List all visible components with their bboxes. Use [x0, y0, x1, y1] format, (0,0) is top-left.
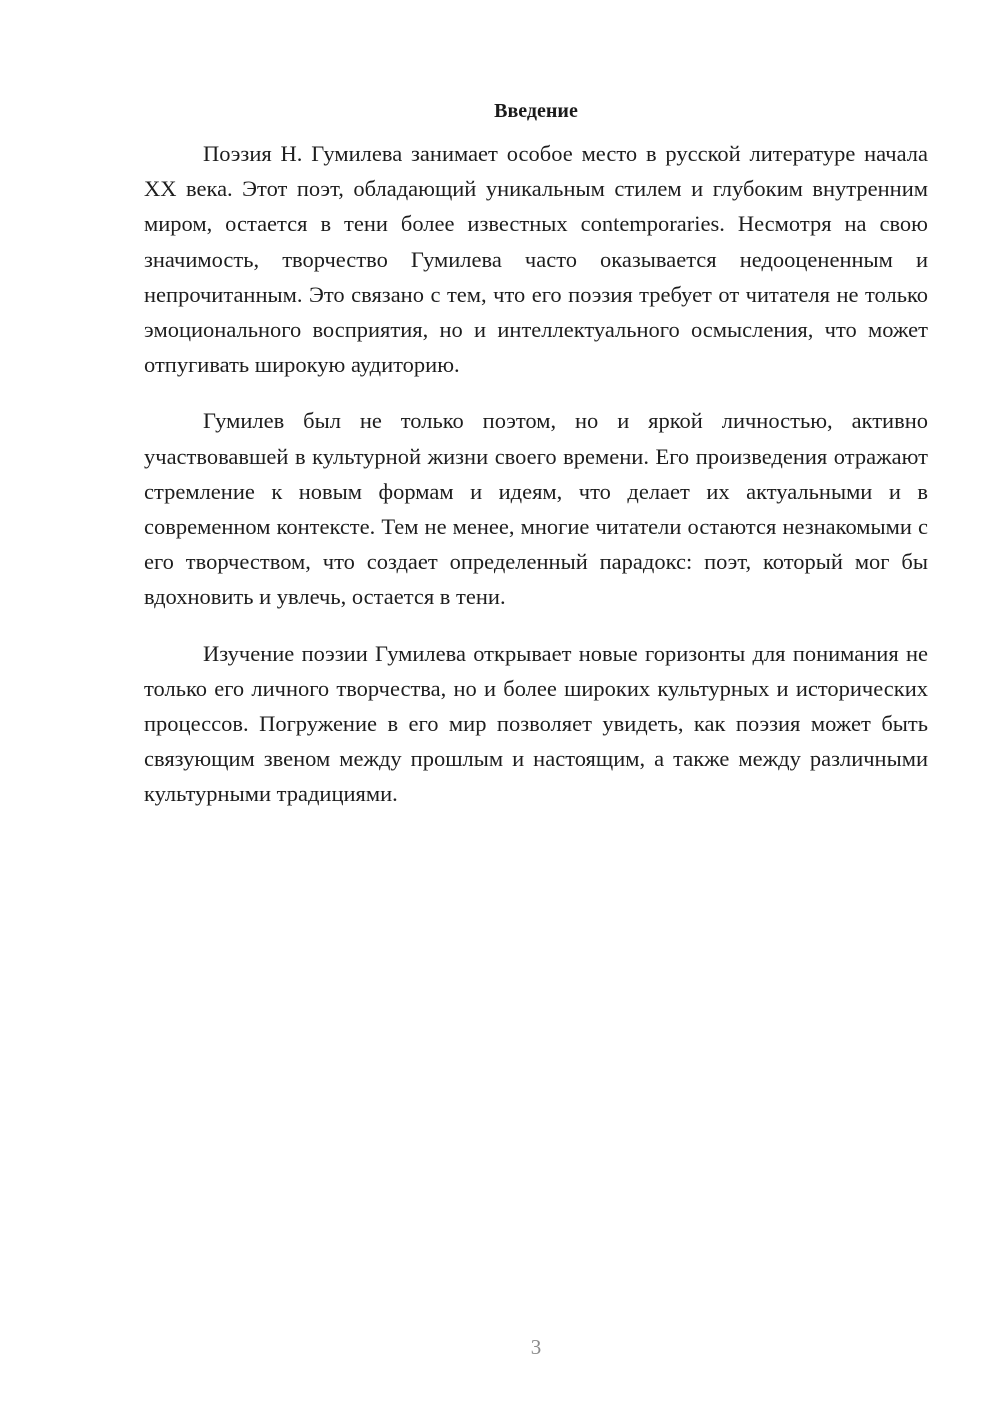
paragraph-1: Поэзия Н. Гумилева занимает особое место в русской литературе начала XX века. Этот поэт, обладающий уникальным стилем и глубоким внутренним миром, остается в тени более известных contemporaries. Несмотря на свою значимость, творчество Гумилева часто оказывается недооцененным и непрочитанным. Это связано с тем, что его поэзия требует от читателя не только эмоционального восприятия, но и интеллектуального осмысления, что может отпугивать широкую аудиторию.	[144, 141, 928, 378]
section-heading: Введение	[494, 100, 578, 122]
page-content	[144, 94, 928, 833]
page-number: 3	[530, 1335, 542, 1359]
paragraph-3: Изучение поэзии Гумилева открывает новые горизонты для понимания не только его личного творчества, но и более широких культурных и исторических процессов. Погружение в его мир позволяет увидеть, как поэзия может быть связующим звеном между прошлым и настоящим, а также между различными культурными традициями.	[144, 640, 928, 807]
paragraph-2: Гумилев был не только поэтом, но и яркой личностью, активно участвовавшей в культурной жизни своего времени. Его произведения отражают стремление к новым формам и идеям, что делает их актуальными и в современном контексте. Тем не менее, многие читатели остаются незнакомыми с его творчеством, что создает определенный парадокс: поэт, который мог бы вдохновить и увлечь, остается в тени.	[144, 408, 928, 610]
